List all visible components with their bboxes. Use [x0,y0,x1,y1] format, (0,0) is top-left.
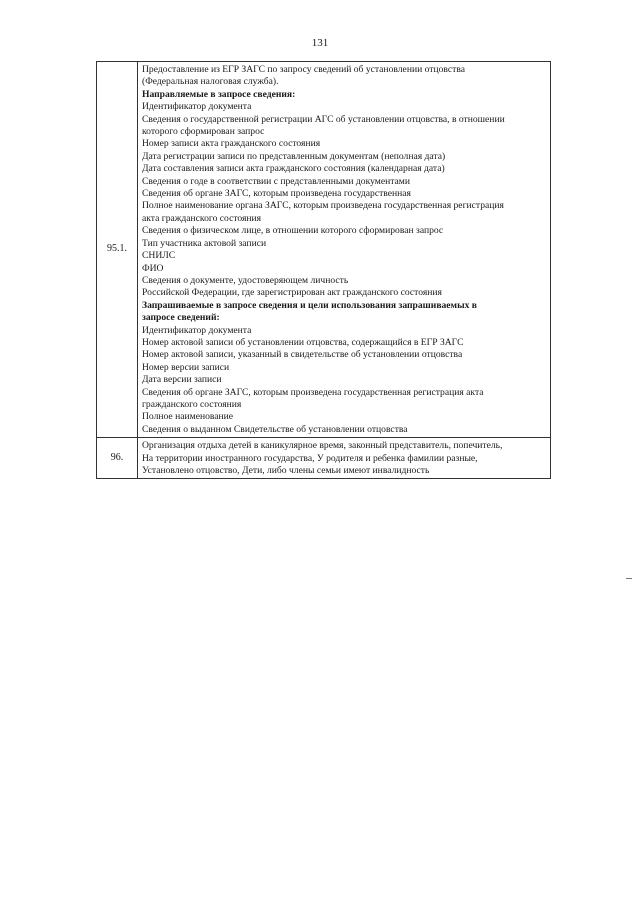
content-line: Сведения об органе ЗАГС, которым произведена государственная [142,188,411,200]
content-line: ФИО [142,262,164,274]
content-line: которого сформирован запрос [142,126,265,138]
content-line: Полное наименование [142,411,234,423]
row-number: 96. [97,438,138,479]
section-heading: Направляемые в запросе сведения: [142,88,296,100]
page-number: 131 [311,37,329,49]
row-content [138,62,551,438]
section-heading: запросе сведений: [142,312,220,324]
table-row [97,438,551,479]
content-line: Сведения о годе в соответствии с представленными документами [142,175,411,187]
content-line: Установлено отцовство, Дети, либо члены семьи имеют инвалидность [142,465,430,476]
content-line: Сведения о документе, удостоверяющем личность [142,274,349,286]
content-line: Дата составления записи акта гражданского состояния (календарная дата) [142,163,445,175]
content-line: Дата версии записи [142,374,222,386]
content-line: (Федеральная налоговая служба). [142,76,279,88]
content-line: Номер актовой записи, указанный в свидетельстве об установлении отцовства [142,349,463,361]
content-line: Номер записи акта гражданского состояния [142,138,321,150]
section-heading: Запрашиваемые в запросе сведения и цели использования запрашиваемых в [142,299,477,311]
content-line: Сведения о выданном Свидетельстве об установлении отцовства [142,423,408,435]
content-line: Тип участника актовой записи [142,237,267,249]
table-row [97,62,551,438]
content-line: акта гражданского состояния [142,212,262,224]
content-line: гражданского состояния [142,398,242,410]
row-number: 95.1. [97,62,138,438]
content-line: Предоставление из ЕГР ЗАГС по запросу сведений об установлении отцовства [142,64,465,75]
content-line: Сведения о государственной регистрации АГС об установлении отцовства, в отношении [142,113,505,125]
document-table [96,61,551,479]
content-line: Номер версии записи [142,361,230,373]
content-line: Сведения о физическом лице, в отношении которого сформирован запрос [142,225,444,237]
content-line: Дата регистрации записи по представленным документам (неполная дата) [142,150,446,162]
content-line: Сведения об органе ЗАГС, которым произведена государственная регистрация акта [142,386,484,398]
margin-mark [626,578,632,579]
content-line: Российской Федерации, где зарегистрирован акт гражданского состояния [142,287,442,299]
row-content [138,438,551,479]
content-line: Полное наименование органа ЗАГС, которым произведена государственная регистрация [142,200,504,212]
content-line: Идентификатор документа [142,324,252,336]
content-line: Номер актовой записи об установлении отцовства, содержащийся в ЕГР ЗАГС [142,336,464,348]
content-line: СНИЛС [142,250,176,262]
content-line: На территории иностранного государства, У родителя и ребенка фамилии разные, [142,452,478,464]
content-line: Организация отдыха детей в каникулярное время, законный представитель, попечитель, [142,440,503,452]
content-line: Идентификатор документа [142,101,252,113]
